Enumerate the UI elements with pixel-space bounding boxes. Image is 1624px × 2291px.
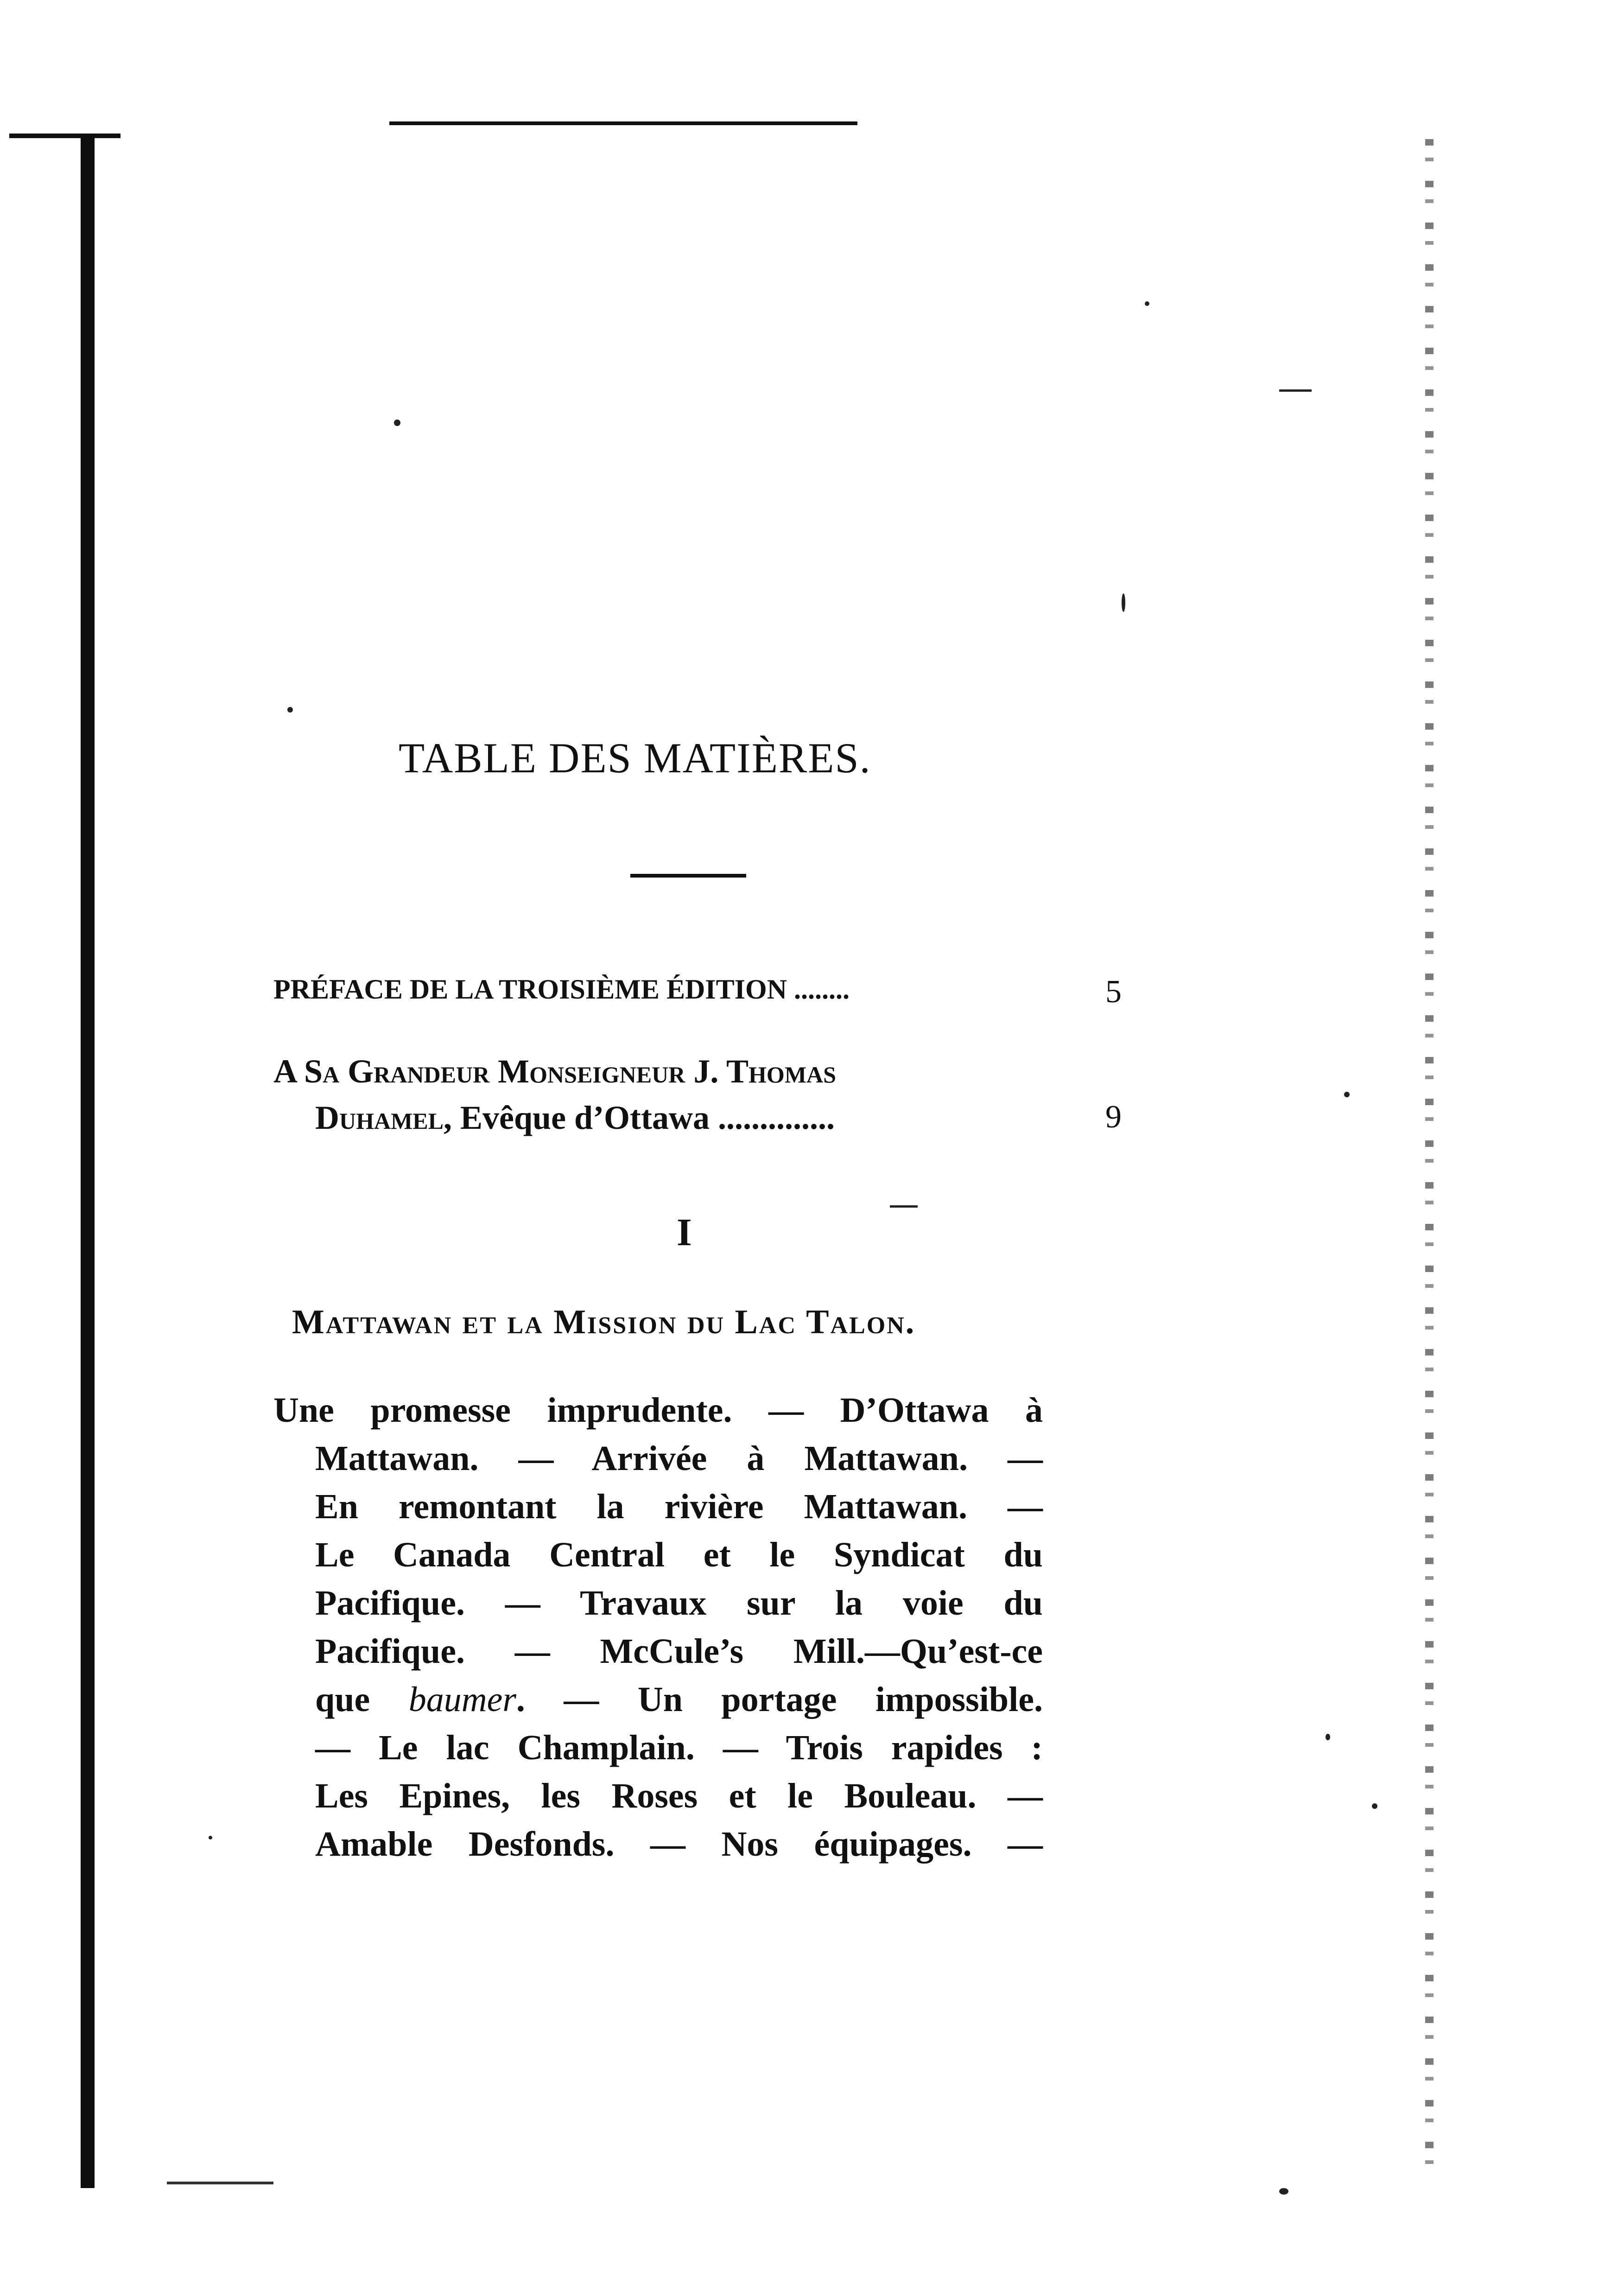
chapter-summary [273,1386,1043,1868]
summary-line: que baumer. — Un portage impossible. [315,1680,1043,1719]
page-title: TABLE DES MATIÈRES. [399,734,871,782]
scan-spine-top [9,134,121,138]
dedication-line-1: A Sa Grandeur Monseigneur J. Thomas [273,1053,836,1090]
toc-page-number: 9 [1105,1099,1122,1135]
speck [1326,1734,1330,1740]
emphasized-word: baumer [408,1680,516,1719]
speck [394,420,400,426]
dedication-rest: Evêque d’Ottawa .............. [452,1099,835,1136]
toc-entry-text: PRÉFACE DE LA TROISIÈME ÉDITION ........ [273,974,850,1005]
summary-line: — Le lac Champlain. — Trois rapides : [315,1728,1043,1767]
dedication-line-2 [315,1099,835,1137]
scan-spine-shadow [81,134,95,2188]
summary-line: Une promesse imprudente. — D’Ottawa à [273,1391,1043,1430]
summary-line: Pacifique. — McCule’s Mill.—Qu’est-ce [315,1632,1043,1671]
chapter-number: I [677,1211,692,1254]
summary-line: Le Canada Central et le Syndicat du [315,1535,1043,1574]
scan-bottom-mark [167,2182,273,2184]
speck [1279,2188,1288,2195]
summary-line: En remontant la rivière Mattawan. — [315,1487,1043,1526]
speck [209,1836,212,1839]
speck [1145,301,1149,306]
chapter-title: Mattawan et la Mission du Lac Talon. [292,1303,916,1341]
toc-entry-preface [273,974,1122,1020]
summary-line: Amable Desfonds. — Nos équipages. — [315,1825,1043,1864]
speck [1372,1803,1377,1809]
summary-line: Mattawan. — Arrivée à Mattawan. — [315,1439,1043,1478]
summary-line: Les Epines, les Roses et le Bouleau. — [315,1776,1043,1815]
scan-right-edge [1425,139,1434,2179]
title-divider [630,874,746,878]
top-rule [389,121,857,125]
summary-line: Pacifique. — Travaux sur la voie du [315,1584,1043,1623]
dedication-name: Duhamel, [315,1099,452,1136]
toc-row [273,974,1122,1020]
speck [1344,1092,1350,1097]
speck [1122,593,1125,612]
speck [890,1205,918,1208]
toc-page-number: 5 [1105,974,1122,1010]
speck [1279,389,1312,392]
speck [287,707,293,713]
